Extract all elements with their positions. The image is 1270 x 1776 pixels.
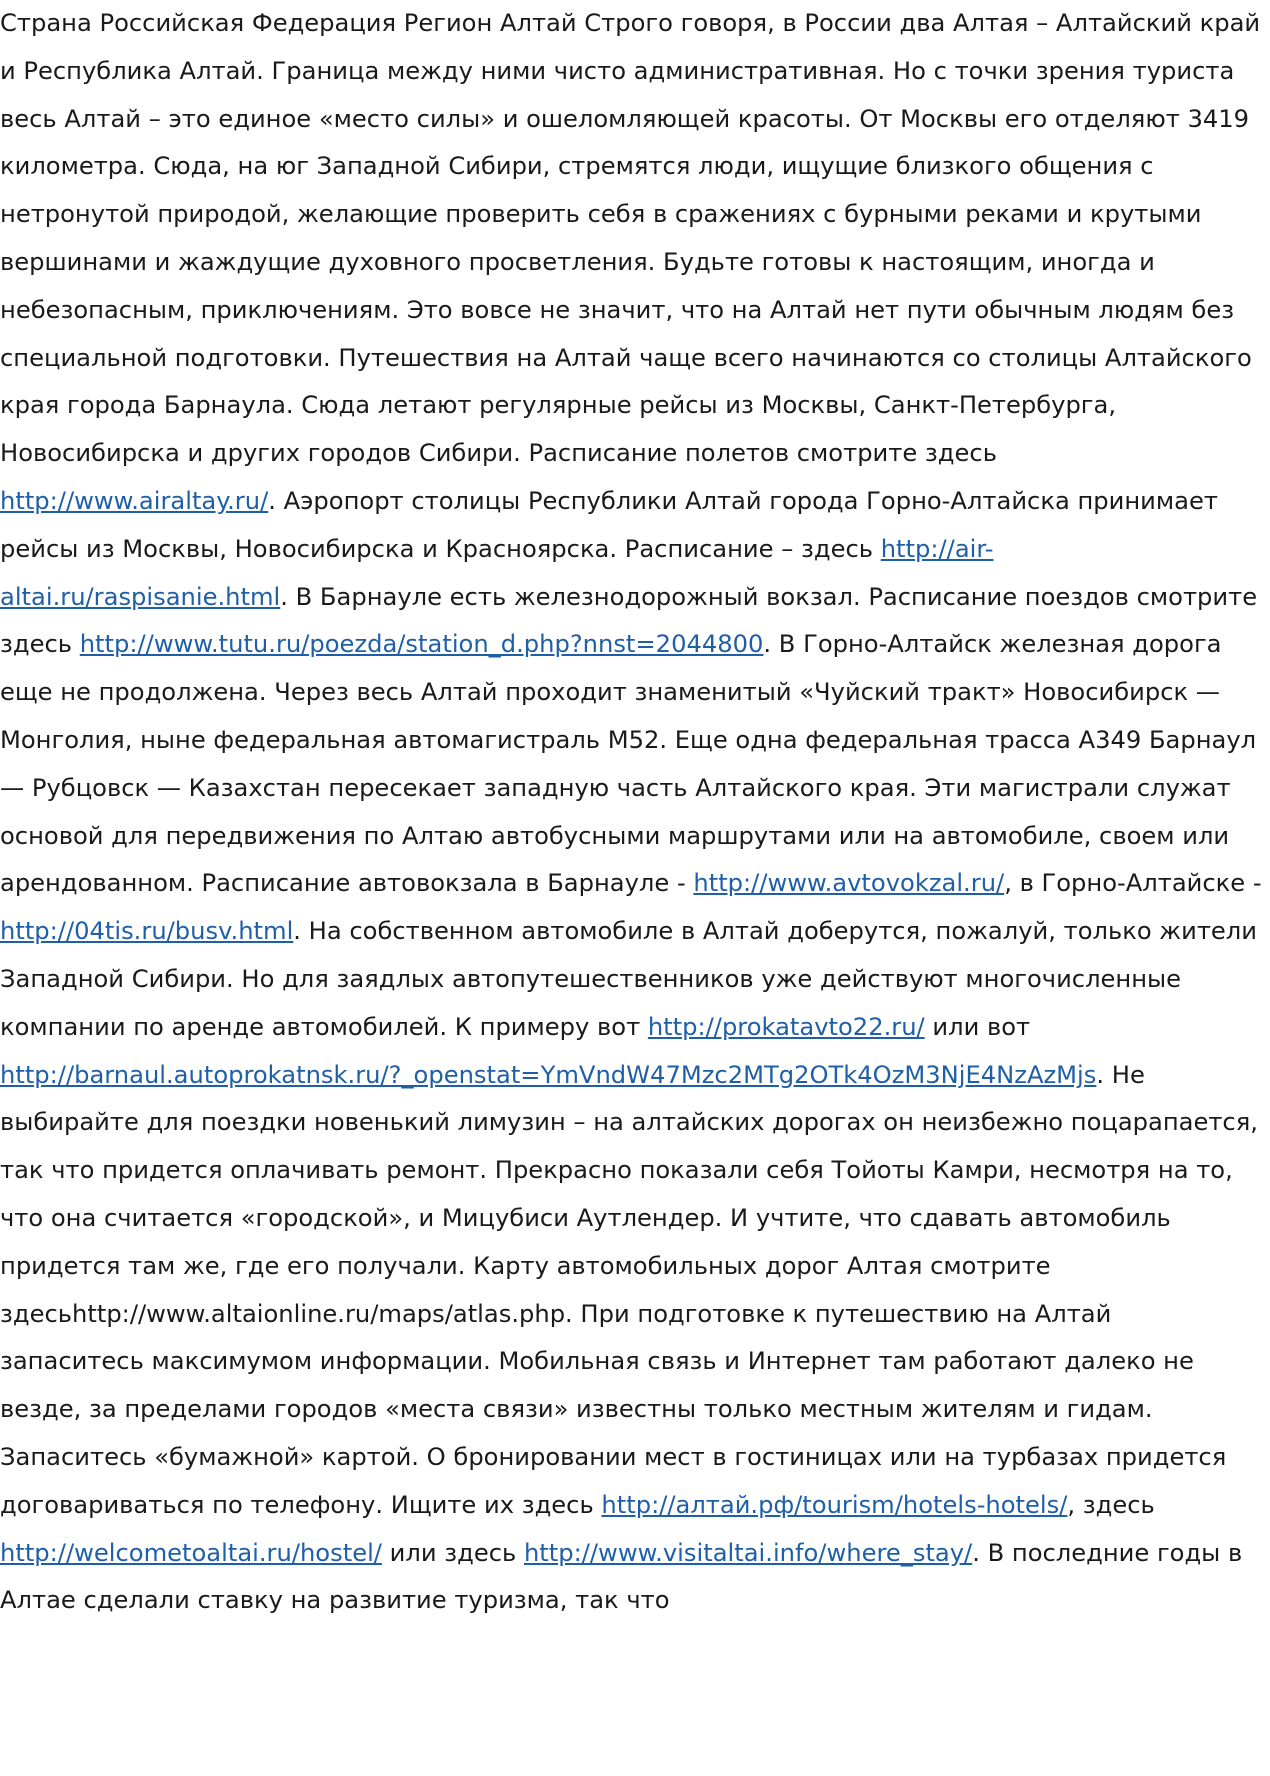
text-segment: . В Горно-Алтайск железная дорога еще не продолжена. Через весь Алтай проходит знаменитый «Чуйский тракт» Новосибирск — Монголия, ныне федеральная автомагистраль М52. Еще одна федеральная трасса А349 Барнаул — Рубцовск — Казахстан пересекает западную часть Алтайского края. Эти магистрали служат основой для передвижения по Алтаю автобусными маршрутами или на автомобиле, своем или арендованном. Расписание автовокзала в Барнауле - [0,630,1257,898]
text-segment: . Не выбирайте для поездки новенький лимузин – на алтайских дорогах он неизбежно поцарапается, так что придется оплачивать ремонт. Прекрасно показали себя Тойоты Камри, несмотря на то, что она считается «городской», и Мицубиси Аутлендер. И учтите, что сдавать автомобиль придется там же, где его получали. Карту автомобильных дорог Алтая смотрите здесьhttp://www.altaionline.ru/maps/atlas.php. При подготовке к путешествию на Алтай запаситесь максимумом информации. Мобильная связь и Интернет там работают далеко не везде, за пределами городов «места связи» известны только местным жителям и гидам. Запаситесь «бумажной» картой. О бронировании мест в гостиницах или на турбазах придется договариваться по телефону. Ищите их здесь [0,1060,1258,1519]
text-segment: или вот [924,1012,1031,1041]
04tis-bus-link[interactable]: http://04tis.ru/busv.html [0,917,294,946]
air-altai-schedule-link[interactable]: http://air-altai.ru/raspisanie.html [0,534,994,611]
text-segment: . Аэропорт столицы Республики Алтай города Горно-Алтайска принимает рейсы из Москвы, Новосибирска и Красноярска. Расписание – здесь [0,486,1218,563]
text-segment: . На собственном автомобиле в Алтай доберутся, пожалуй, только жители Западной Сибири. Но для заядлых автопутешественников уже действуют многочисленные компании по аренде автомобилей. К примеру вот [0,917,1257,1041]
prokatavto-link[interactable]: http://prokatavto22.ru/ [647,1012,925,1041]
text-segment: Страна Российская Федерация Регион Алтай Строго говоря, в России два Алтая – Алтайский край и Республика Алтай. Граница между ними чисто административная. Но с точки зрения туриста весь Алтай – это единое «место силы» и ошеломляющей красоты. От Москвы его отделяют 3419 километра. Сюда, на юг Западной Сибири, стремятся люди, ищущие близкого общения с нетронутой природой, желающие проверить себя в сражениях с бурными реками и крутыми вершинами и жаждущие духовного просветления. Будьте готовы к настоящим, иногда и небезопасным, приключениям. Это вовсе не значит, что на Алтай нет пути обычным людям без специальной подготовки. Путешествия на Алтай чаще всего начинаются со столицы Алтайского края города Барнаула. Сюда летают регулярные рейсы из Москвы, Санкт-Петербурга, Новосибирска и других городов Сибири. Расписание полетов смотрите здесь [0,9,1261,468]
text-segment: . В последние годы в Алтае сделали ставку на развитие туризма, так что [0,1538,1243,1615]
text-segment: . В Барнауле есть железнодорожный вокзал. Расписание поездов смотрите здесь [0,582,1258,659]
text-segment: , здесь [1067,1490,1155,1519]
visitaltai-where-stay-link[interactable]: http://www.visitaltai.info/where_stay/ [523,1538,973,1567]
text-segment: , в Горно-Алтайске - [1004,869,1262,898]
avtovokzal-link[interactable]: http://www.avtovokzal.ru/ [693,869,1005,898]
welcometoaltai-hostel-link[interactable]: http://welcometoaltai.ru/hostel/ [0,1538,382,1567]
airaltay-link[interactable]: http://www.airaltay.ru/ [0,486,269,515]
text-segment: или здесь [381,1538,524,1567]
tutu-train-schedule-link[interactable]: http://www.tutu.ru/poezda/station_d.php?nnst=2044800 [79,630,764,659]
altai-rf-hotels-link[interactable]: http://алтай.рф/tourism/hotels-hotels/ [601,1490,1068,1519]
autoprokat-link[interactable]: http://barnaul.autoprokatnsk.ru/?_openstat=YmVndW47Mzc2MTg2OTk4OzM3NjE4NzAzMjs [0,1060,1097,1089]
